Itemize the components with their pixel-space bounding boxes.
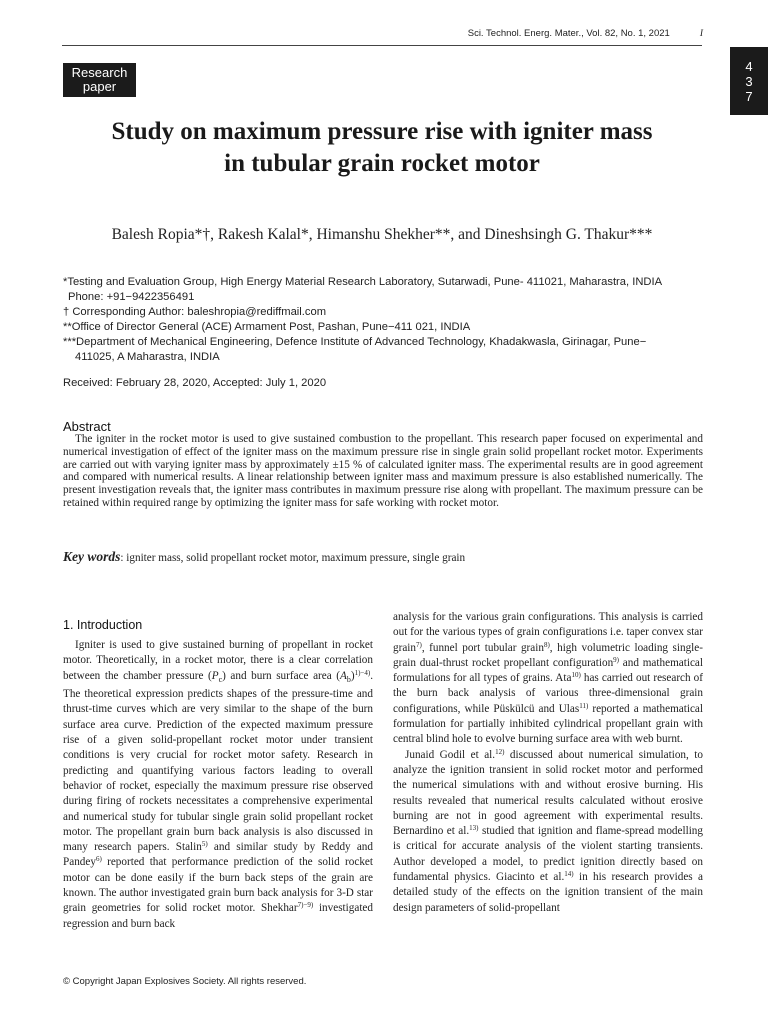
abstract-heading: Abstract <box>63 419 111 434</box>
paper-title <box>62 116 702 180</box>
copyright-notice: © Copyright Japan Explosives Society. All rights reserved. <box>63 976 307 987</box>
affiliation-line: ***Department of Mechanical Engineering, Defence Institute of Advanced Technology, Khadakwasla, Girinagar, Pune− <box>63 336 647 348</box>
column-left <box>63 638 373 932</box>
title-line: in tubular grain rocket motor <box>224 150 540 177</box>
affiliation-line: **Office of Director General (ACE) Armament Post, Pashan, Pune−411 021, INDIA <box>63 321 471 333</box>
title-line: Study on maximum pressure rise with igniter mass <box>111 118 653 145</box>
column-right <box>393 610 703 916</box>
keywords-label: Key words <box>63 549 121 564</box>
affiliations <box>63 275 703 365</box>
article-type-badge <box>63 63 136 97</box>
header-rule <box>62 45 702 46</box>
side-tab-digit: 4 <box>745 58 753 74</box>
page-side-tab <box>730 47 768 115</box>
abstract-body: The igniter in the rocket motor is used to give sustained combustion to the propellant. This research paper focused on experimental and numerical investigation of effect of the igniter mass on the maximum pressure rise in single grain solid propellant rocket motor. Experiments are carried out with varying igniter mass by approximately ±15 % of calculated igniter mass. The experimental results are in good agreement and compared with numerical results. A linear relationship between igniter mass and maximum pressure is also established numerically. The present investigation reveals that, the igniter mass contributes in maximum pressure rise along with propellant. The maximum pressure can be retained within required range by optimizing the igniter mass for safe working with rocket motor. <box>63 433 703 509</box>
keywords <box>63 549 703 565</box>
badge-line: Research <box>71 65 128 80</box>
affiliation-phone: Phone: +91−9422356491 <box>68 291 195 303</box>
badge-line: paper <box>82 79 117 94</box>
intro-paragraph-continued: analysis for the various grain configurations. This analysis is carried out for the various types of grain configurations i.e. taper convex star grain$^{7)}$, funnel port tubular grain$^{8)}$, high volumetric loading single-grain dual-thrust rocket propellant configuration$^{9)}$ and mathematical formulations for all types of grains. Ata$^{10)}$ has carried out research of the burn back analysis of various three-dimensional grain configurations, while Püskülcü and Ulas$^{11)}$ reported a mathematical formulation for partially inhibited cylindrical propellant grain with central blind hole to evolve burning surface area with web burnt. <box>393 611 703 746</box>
affiliation-line: *Testing and Evaluation Group, High Energy Material Research Laboratory, Sutarwadi, Pune- 411021, Maharastra, INDIA <box>63 276 663 288</box>
intro-paragraph: Igniter is used to give sustained burning of propellant in rocket motor. Theoretically, in a rocket motor, there is a clear correlation between the chamber pressure $(P_c)$ and burn surface area $(A_b)^{1)-4)}$. The theoretical expression predicts shapes of the pressure-time and thrust-time curves which are very similar to the shape of the burn surface area curve. Prediction of the expected maximum pressure rise of a given solid-propellant rocket motor under transient conditions is very crucial for rocket motor safety. Research in predicting and quantifying various factors leading to overall behavior of rocket, especially the maximum pressure rise observed during firing of rockets necessitates a comprehensive experimental and numerical study for tubular single grain solid propellant rocket motor. The propellant grain burn back analysis is also discussed in many research papers. Stalin$^{5)}$ and similar study by Reddy and Pandey$^{6)}$ reported that performance prediction of the solid rocket motor can be done easily if the burn back steps of the grain are known. The author investigated grain burn back analysis for 3-D star grain geometries for solid rocket motor. Shekhar$^{7)-9)}$ investigated regression and burn back <box>63 639 373 930</box>
section-heading-introduction: 1. Introduction <box>63 618 143 632</box>
keywords-text: : igniter mass, solid propellant rocket motor, maximum pressure, single grain <box>120 552 466 564</box>
received-dates: Received: February 28, 2020, Accepted: July 1, 2020 <box>63 377 327 389</box>
author-list: Balesh Ropia*†, Rakesh Kalal*, Himanshu Shekher**, and Dineshsingh G. Thakur*** <box>111 226 653 243</box>
journal-citation: Sci. Technol. Energ. Mater., Vol. 82, No. 1, 2021 <box>467 28 670 39</box>
side-tab-digit: 3 <box>745 73 753 89</box>
page-number: I <box>699 29 703 39</box>
running-header <box>468 28 703 39</box>
intro-paragraph: Junaid Godil et al.$^{12)}$ discussed about numerical simulation, to analyze the ignition transient in solid rocket motor and performed the numerical simulations with and without erosive burning. His results revealed that numerical results calculated without erosive burning are not in good agreement with experimental results. Bernardino et al.$^{13)}$ studied that ignition and flame-spread modelling is critical for accurate analysis of the violent starting transients. Author developed a model, to predict ignition directly based on fundamental physics. Giacinto et al.$^{14)}$ in his research provides a detailed study of the effects on the ignition transient of the main design parameters of solid-propellant <box>393 747 704 914</box>
side-tab-digit: 7 <box>745 88 753 104</box>
affiliation-line: 411025, A Maharastra, INDIA <box>75 351 220 363</box>
corresponding-author: † Corresponding Author: baleshropia@rediffmail.com <box>63 306 327 318</box>
